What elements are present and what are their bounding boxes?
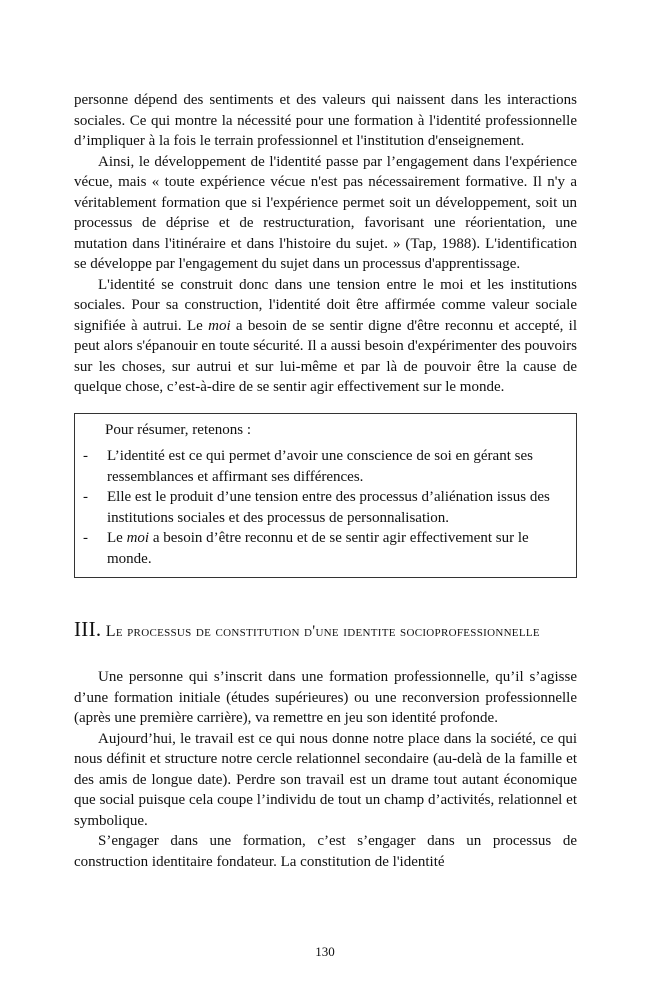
- section-title: Le processus de constitution d'une identite socioprofessionnelle: [105, 623, 540, 640]
- page-content: [74, 90, 577, 872]
- text-run: Le: [107, 530, 127, 546]
- paragraph-continuation: personne dépend des sentiments et des valeurs qui naissent dans les interactions sociales. Ce qui montre la nécessité pour une formation à l'identité professionnelle d’impliquer à la fois le terrain professionnel et l'institution d'enseignement.: [74, 92, 577, 149]
- text-run: a besoin d’être reconnu et de se sentir agir effectivement sur le monde.: [107, 530, 529, 567]
- emphasis-moi: moi: [208, 317, 231, 334]
- emphasis-moi: moi: [126, 530, 150, 546]
- text-run: L'identité se construit donc dans une tension entre le moi et les institutions sociales. Pour sa construction, l'identité doit être affirmée comme valeur sociale signifiée à autrui. Le: [74, 276, 577, 334]
- paragraph-engagement: S’engager dans une formation, c’est s’engager dans un processus de construction identitaire fondateur. La constitution de l'identité: [74, 833, 577, 870]
- paragraph-identity-tension: [74, 275, 577, 398]
- bullet-dash: -: [83, 530, 88, 546]
- summary-item: [83, 528, 566, 569]
- paragraph-experience: Ainsi, le développement de l'identité passe par l’engagement dans l'expérience vécue, mais « toute expérience vécue n'est pas nécessairement formative. Il n'y a véritablement formation que si l'expérience permet soit un développement, soit un processus de déprise et de restructuration, favorisant une réorientation, une mutation dans l'itinéraire et dans l'histoire du sujet. » (Tap, 1988). L'identification se développe par l'engagement du sujet dans un processus d'apprentissage.: [74, 153, 577, 272]
- text-run: a besoin de se sentir digne d'être reconnu et accepté, il peut alors s'épanouir en toute sécurité. Il a aussi besoin d'expérimenter des pouvoirs sur les choses, sur autrui et sur lui-même et par là de pouvoir être la cause de quelque chose, c’est-à-dire de se sentir agir effectivement sur le monde.: [74, 317, 577, 395]
- summary-item: [83, 446, 566, 487]
- paragraph-formation: Une personne qui s’inscrit dans une formation professionnelle, qu’il s’agisse d’une formation initiale (études supérieures) ou une reconversion professionnelle (après une première carrière), va remettre en jeu son identité profonde.: [74, 669, 577, 726]
- summary-item-text: L’identité est ce qui permet d’avoir une conscience de soi en gérant ses ressemblances et affirmant ses différences.: [107, 448, 533, 485]
- bullet-dash: -: [83, 448, 88, 464]
- summary-item-text: Elle est le produit d’une tension entre des processus d’aliénation issus des institutions sociales et des processus de personnalisation.: [107, 489, 550, 526]
- paragraph-travail: Aujourd’hui, le travail est ce qui nous donne notre place dans la société, ce qui nous définit et structure notre cercle relationnel secondaire (au-delà de la famille et des amis de longue date). Perdre son travail est un drame tout autant économique que social puisque cela coupe l’individu de tout un champ d’activités, relationnel et symbolique.: [74, 730, 577, 829]
- bullet-dash: -: [83, 489, 88, 505]
- section-number: III.: [74, 617, 102, 641]
- page-number: 130: [315, 944, 335, 959]
- summary-box-title: Pour résumer, retenons :: [105, 421, 252, 438]
- summary-item: [83, 487, 566, 528]
- summary-box: [74, 413, 577, 579]
- summary-item-text: [107, 528, 566, 569]
- section-heading: [74, 616, 577, 645]
